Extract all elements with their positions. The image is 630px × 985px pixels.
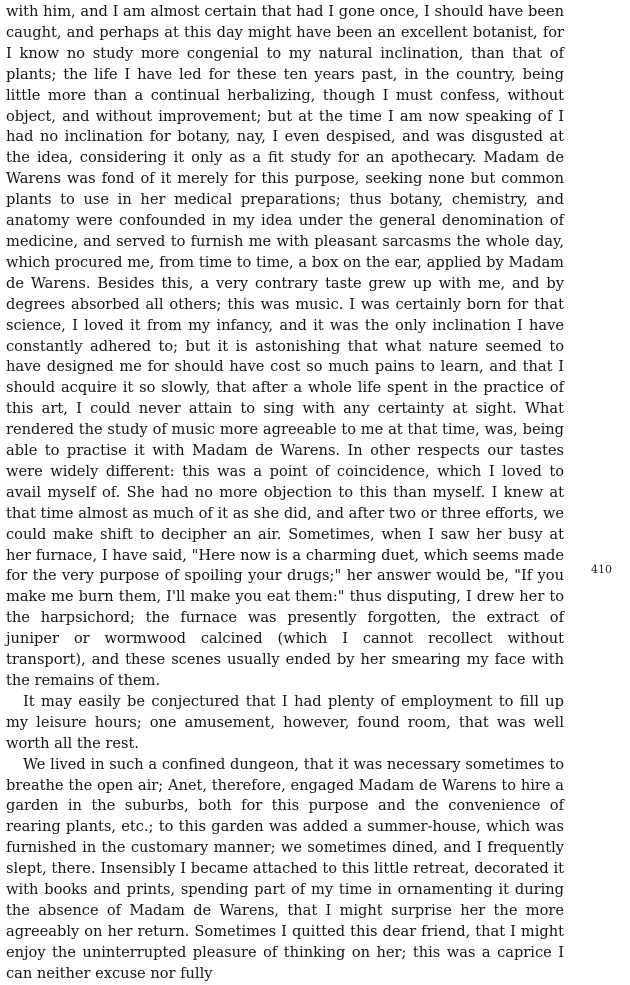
paragraph-continued: with him, and I am almost certain that had I gone once, I should have been caught, and perhaps at this day might have been an excellent botanist, for I know no study more congenial to my natural inclination, than that of plants; the life I have led for these ten years past, in the country, being little more than a continual herbalizing, though I must confess, without object, and without improvement; but at the time I am now speaking of I had no inclination for botany, nay, I even despised, and was disgusted at the idea, considering it only as a fit study for an apothecary. Madam de Warens was fond of it merely for this purpose, seeking none but common plants to use in her medical preparations; thus botany, chemistry, and anatomy were confounded in my idea under the general denomination of medicine, and served to furnish me with pleasant sarcasms the whole day, which procured me, from time to time, a box on the ear, applied by Madam de Warens. Besides this, a very contrary taste grew up with me, and by degrees absorbed all others; this was music. I was certainly born for that science, I loved it from my infancy, and it was the only inclination I have constantly adhered to; but it is astonishing that what nature seemed to have designed me for should have cost so much pains to learn, and that I should acquire it so slowly, that after a whole life spent in the practice of this art, I could never attain to sing with any certainty at sight. What rendered the study of music more agreeable to me at that time, was, being able to practise it with Madam de Warens. In other respects our tastes were widely different: this was a point of coincidence, which I loved to avail myself of. She had no more objection to this than myself. I knew at that time almost as much of it as she did, and after two or three efforts, we could make shift to decipher an air. Sometimes, when I saw her busy at her furnace, I have said, "Here now is a charming duet, which seems made for the very purpose of spoiling your drugs;" her answer would be, "If you make me burn them, I'll make you eat them:" thus disputing, I drew her to the harpsichord; the furnace was presently forgotten, the extract of juniper or wormwood calcined (which I cannot recollect without transport), and these scenes usually ended by her smearing my face with the remains of them. [6, 3, 564, 689]
paragraph-leisure-hours: It may easily be conjectured that I had plenty of employment to fill up my leisure hours; one amusement, however, found room, that was well worth all the rest. [6, 692, 564, 752]
paragraph-garden: We lived in such a confined dungeon, that it was necessary sometimes to breathe the open air; Anet, therefore, engaged Madam de Warens to hire a garden in the suburbs, both for this purpose and the convenience of rearing plants, etc.; to this garden was added a summer-house, which was furnished in the customary manner; we sometimes dined, and I frequently slept, there. Insensibly I became attached to this little retreat, decorated it with books and prints, spending part of my time in ornamenting it during the absence of Madam de Warens, that I might surprise her the more agreeably on her return. Sometimes I quitted this dear friend, that I might enjoy the uninterrupted pleasure of thinking on her; this was a caprice I can neither excuse nor fully [6, 755, 564, 982]
body-text [6, 2, 564, 985]
page-number: 410 [591, 563, 612, 576]
